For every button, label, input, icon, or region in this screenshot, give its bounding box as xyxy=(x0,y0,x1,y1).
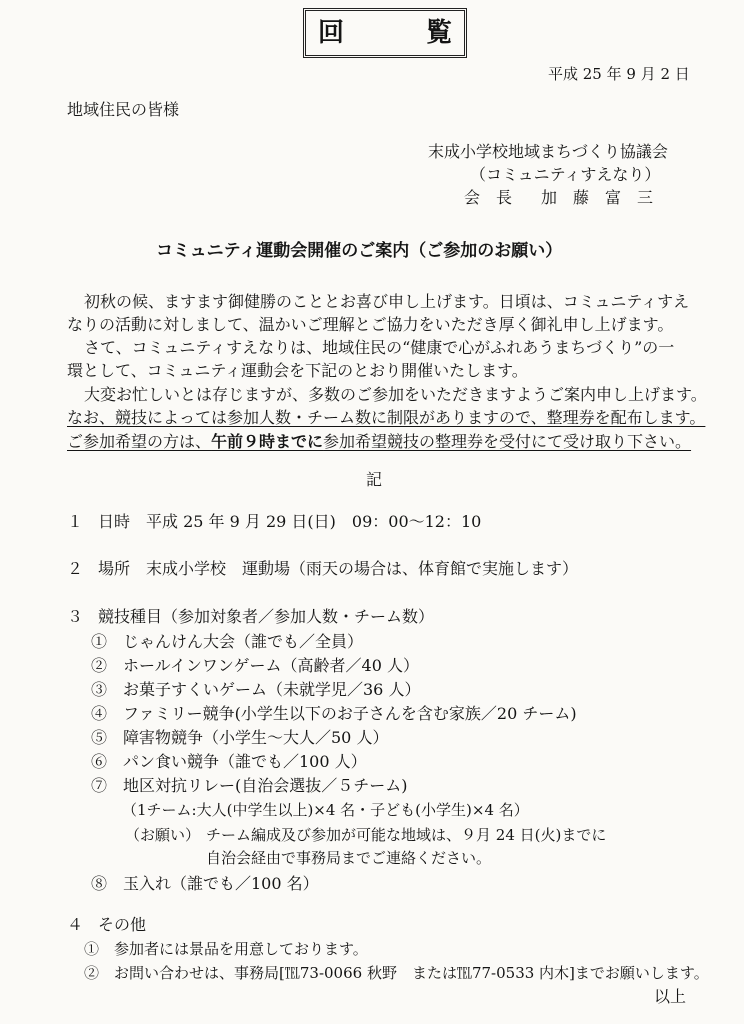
stamp-char-2: 覧 xyxy=(425,18,452,48)
body-p3-line3-emphasis: 午前９時までに xyxy=(211,432,324,451)
body-p3-line1: 大変お忙しいとは存じますが、多数のご参加をいただきますようご案内申し上げます。 xyxy=(84,385,707,404)
sender-organization: 末成小学校地域まちづくり協議会 xyxy=(428,142,668,161)
event-item: ③ お菓子すくいゲーム（未就学児／36 人） xyxy=(91,680,421,699)
request-line-1: チーム編成及び参加が可能な地域は、９月 24 日(火)までに xyxy=(206,826,607,844)
item1-number: １ xyxy=(67,512,84,531)
sender-alias: （コミュニティすえなり） xyxy=(470,165,661,184)
event-item: ⑤ 障害物競争（小学生～大人／50 人） xyxy=(91,728,389,747)
item2-location: 場所 末成小学校 運動場（雨天の場合は、体育館で実施します） xyxy=(98,559,579,578)
body-p2-line1: さて、コミュニティすえなりは、地域住民の“健康で心がふれあうまちづくり”の一 xyxy=(84,338,675,357)
request-label: （お願い） xyxy=(125,826,201,844)
item3-heading: 競技種目（参加対象者／参加人数・チーム数） xyxy=(98,607,435,626)
body-p3-line3 xyxy=(67,432,691,452)
sender-role: 会 長 xyxy=(464,188,513,207)
item1-datetime: 日時 平成 25 年 9 月 29 日(日) 09：00～12：10 xyxy=(98,512,482,531)
item4-number: ４ xyxy=(67,915,84,934)
sender-name: 加 藤 富 三 xyxy=(541,188,654,207)
body-p3-line2: なお、競技によっては参加人数・チーム数に制限がありますので、整理券を配布します。 xyxy=(67,408,706,427)
other-note-1: ① 参加者には景品を用意しております。 xyxy=(84,940,368,958)
addressee: 地域住民の皆様 xyxy=(67,100,180,119)
event-item: ⑥ パン食い競争（誰でも／100 人） xyxy=(91,752,367,771)
relay-team-composition: （1チーム:大人(中学生以上)×4 名・子ども(小学生)×4 名） xyxy=(122,801,529,819)
event-item: ④ ファミリー競争(小学生以下のお子さんを含む家族／20 チーム) xyxy=(91,704,577,723)
body-p2-line2: 環として、コミュニティ運動会を下記のとおり開催いたします。 xyxy=(67,361,528,380)
event-item: ① じゃんけん大会（誰でも／全員） xyxy=(91,632,364,651)
other-note-2: ② お問い合わせは、事務局[℡73-0066 秋野 または℡77-0533 内木]までお願いします。 xyxy=(84,964,709,982)
body-p3-line3-a: ご参加希望の方は、 xyxy=(67,432,212,451)
request-line-2: 自治会経由で事務局までご連絡ください。 xyxy=(206,849,492,867)
circulation-stamp xyxy=(303,8,467,58)
item4-heading: その他 xyxy=(98,915,147,934)
item2-number: ２ xyxy=(67,559,84,578)
event-item: ② ホールインワンゲーム（高齢者／40 人） xyxy=(91,656,420,675)
closing-word: 以上 xyxy=(654,987,687,1006)
event-item: ⑧ 玉入れ（誰でも／100 名） xyxy=(91,874,319,893)
item3-number: ３ xyxy=(67,607,84,626)
body-p3-line3-c: 参加希望競技の整理券を受付にて受け取り下さい。 xyxy=(323,432,692,451)
stamp-char-1: 回 xyxy=(318,18,345,48)
body-p1-line2: なりの活動に対しまして、温かいご理解とご協力をいただき厚く御礼申し上げます。 xyxy=(67,315,674,334)
event-item: ⑦ 地区対抗リレー(自治会選抜／５チーム) xyxy=(91,776,408,795)
ki-marker: 記 xyxy=(366,470,383,489)
document-date: 平成 25 年 9 月 2 日 xyxy=(548,65,690,83)
document-title: コミュニティ運動会開催のご案内（ご参加のお願い） xyxy=(156,241,563,261)
body-p1-line1: 初秋の候、ますます御健勝のこととお喜び申し上げます。日頃は、コミュニティすえ xyxy=(84,292,690,311)
